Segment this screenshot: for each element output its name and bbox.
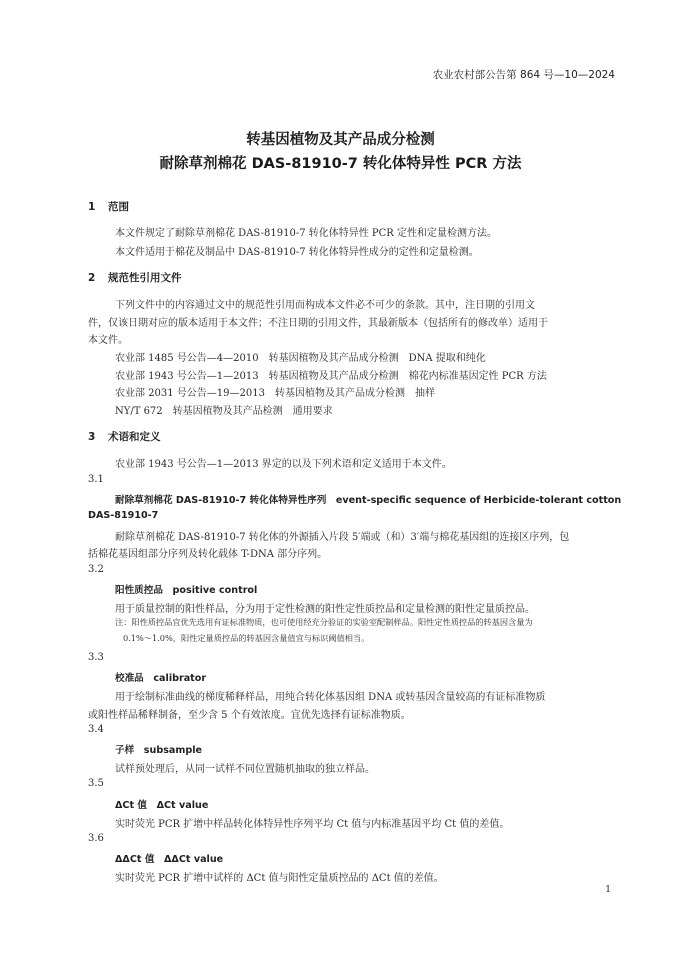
term-definition: 耐除草剂棉花 DAS-81910-7 转化体的外源插入片段 5′端或（和）3′端与棉花基因组的连接区序列，包 — [115, 532, 570, 543]
term-definition: 括棉花基因组部分序列及转化载体 T-DNA 部分序列。 — [88, 549, 328, 560]
title-line-2: 耐除草剂棉花 DAS-81910-7 转化体特异性 PCR 方法 — [159, 156, 522, 172]
term-number: 3.1 — [88, 474, 104, 485]
term-name: ΔCt 值 ΔCt value — [115, 800, 209, 811]
paragraph: 农业部 1943 号公告—1—2013 界定的以及下列术语和定义适用于本文件。 — [115, 459, 452, 470]
section-heading-1 — [88, 199, 129, 214]
section-heading-2 — [88, 270, 182, 285]
paragraph: 本文件。 — [88, 335, 128, 346]
term-name: 校准品 calibrator — [115, 673, 207, 684]
section-number: 3 — [88, 431, 96, 443]
term-definition: 实时荧光 PCR 扩增中样品转化体特异性序列平均 Ct 值与内标准基因平均 Ct 值的差值。 — [115, 819, 510, 830]
term-definition: 用于质量控制的阳性样品，分为用于定性检测的阳性定性质控品和定量检测的阳性定量质控品。 — [115, 604, 535, 615]
section-title: 范围 — [108, 201, 129, 213]
note: 0.1%～1.0%，阳性定量质控品的转基因含量值宜与标识阈值相当。 — [123, 633, 370, 643]
document-number: 农业农村部公告第 864 号—10—2024 — [432, 69, 615, 81]
section-heading-3 — [88, 429, 161, 444]
term-number: 3.5 — [88, 778, 104, 789]
term-number: 3.3 — [88, 652, 104, 663]
section-title: 术语和定义 — [108, 431, 161, 443]
reference-item: 农业部 1943 号公告—1—2013 转基因植物及其产品成分检测 棉花内标准基因定性 PCR 方法 — [115, 371, 547, 382]
page-number: 1 — [605, 885, 611, 895]
term-name: 耐除草剂棉花 DAS-81910-7 转化体特异性序列 event-specific sequence of Herbicide-tolerant cotton — [115, 495, 622, 506]
term-number: 3.6 — [88, 833, 104, 844]
section-title: 规范性引用文件 — [108, 272, 182, 284]
reference-item: 农业部 1485 号公告—4—2010 转基因植物及其产品成分检测 DNA 提取和纯化 — [115, 353, 486, 364]
title-line-1: 转基因植物及其产品成分检测 — [246, 132, 435, 148]
term-name: DAS-81910-7 — [88, 510, 159, 521]
term-name: 阳性质控品 positive control — [115, 585, 258, 596]
reference-item: 农业部 2031 号公告—19—2013 转基因植物及其产品成分检测 抽样 — [115, 388, 435, 399]
paragraph: 本文件规定了耐除草剂棉花 DAS-81910-7 转化体特异性 PCR 定性和定量检测方法。 — [115, 228, 498, 239]
reference-item: NY/T 672 转基因植物及其产品检测 通用要求 — [115, 406, 333, 417]
term-number: 3.2 — [88, 564, 104, 575]
note: 注：阳性质控品宜优先选用有证标准物质，也可使用经充分验证的实验室配制样品。阳性定性质控品的转基因含量为 — [115, 617, 533, 627]
paragraph: 件，仅该日期对应的版本适用于本文件；不注日期的引用文件，其最新版本（包括所有的修改单）适用于 — [88, 318, 548, 329]
term-number: 3.4 — [88, 724, 104, 735]
paragraph: 本文件适用于棉花及制品中 DAS-81910-7 转化体特异性成分的定性和定量检测。 — [115, 247, 479, 258]
term-name: 子样 subsample — [115, 745, 203, 756]
term-name: ΔΔCt 值 ΔΔCt value — [115, 854, 224, 865]
section-number: 2 — [88, 272, 96, 284]
term-definition: 试样预处理后，从同一试样不同位置随机抽取的独立样品。 — [115, 764, 375, 775]
term-definition: 实时荧光 PCR 扩增中试样的 ΔCt 值与阳性定量质控品的 ΔCt 值的差值。 — [115, 873, 444, 884]
paragraph: 下列文件中的内容通过文中的规范性引用而构成本文件必不可少的条款。其中，注日期的引用文 — [115, 300, 535, 311]
term-definition: 用于绘制标准曲线的梯度稀释样品，用纯合转化体基因组 DNA 或转基因含量较高的有证标准物质 — [115, 692, 546, 703]
section-number: 1 — [88, 201, 96, 213]
term-definition: 或阳性样品稀释制备，至少含 5 个有效浓度。宜优先选择有证标准物质。 — [88, 710, 411, 721]
